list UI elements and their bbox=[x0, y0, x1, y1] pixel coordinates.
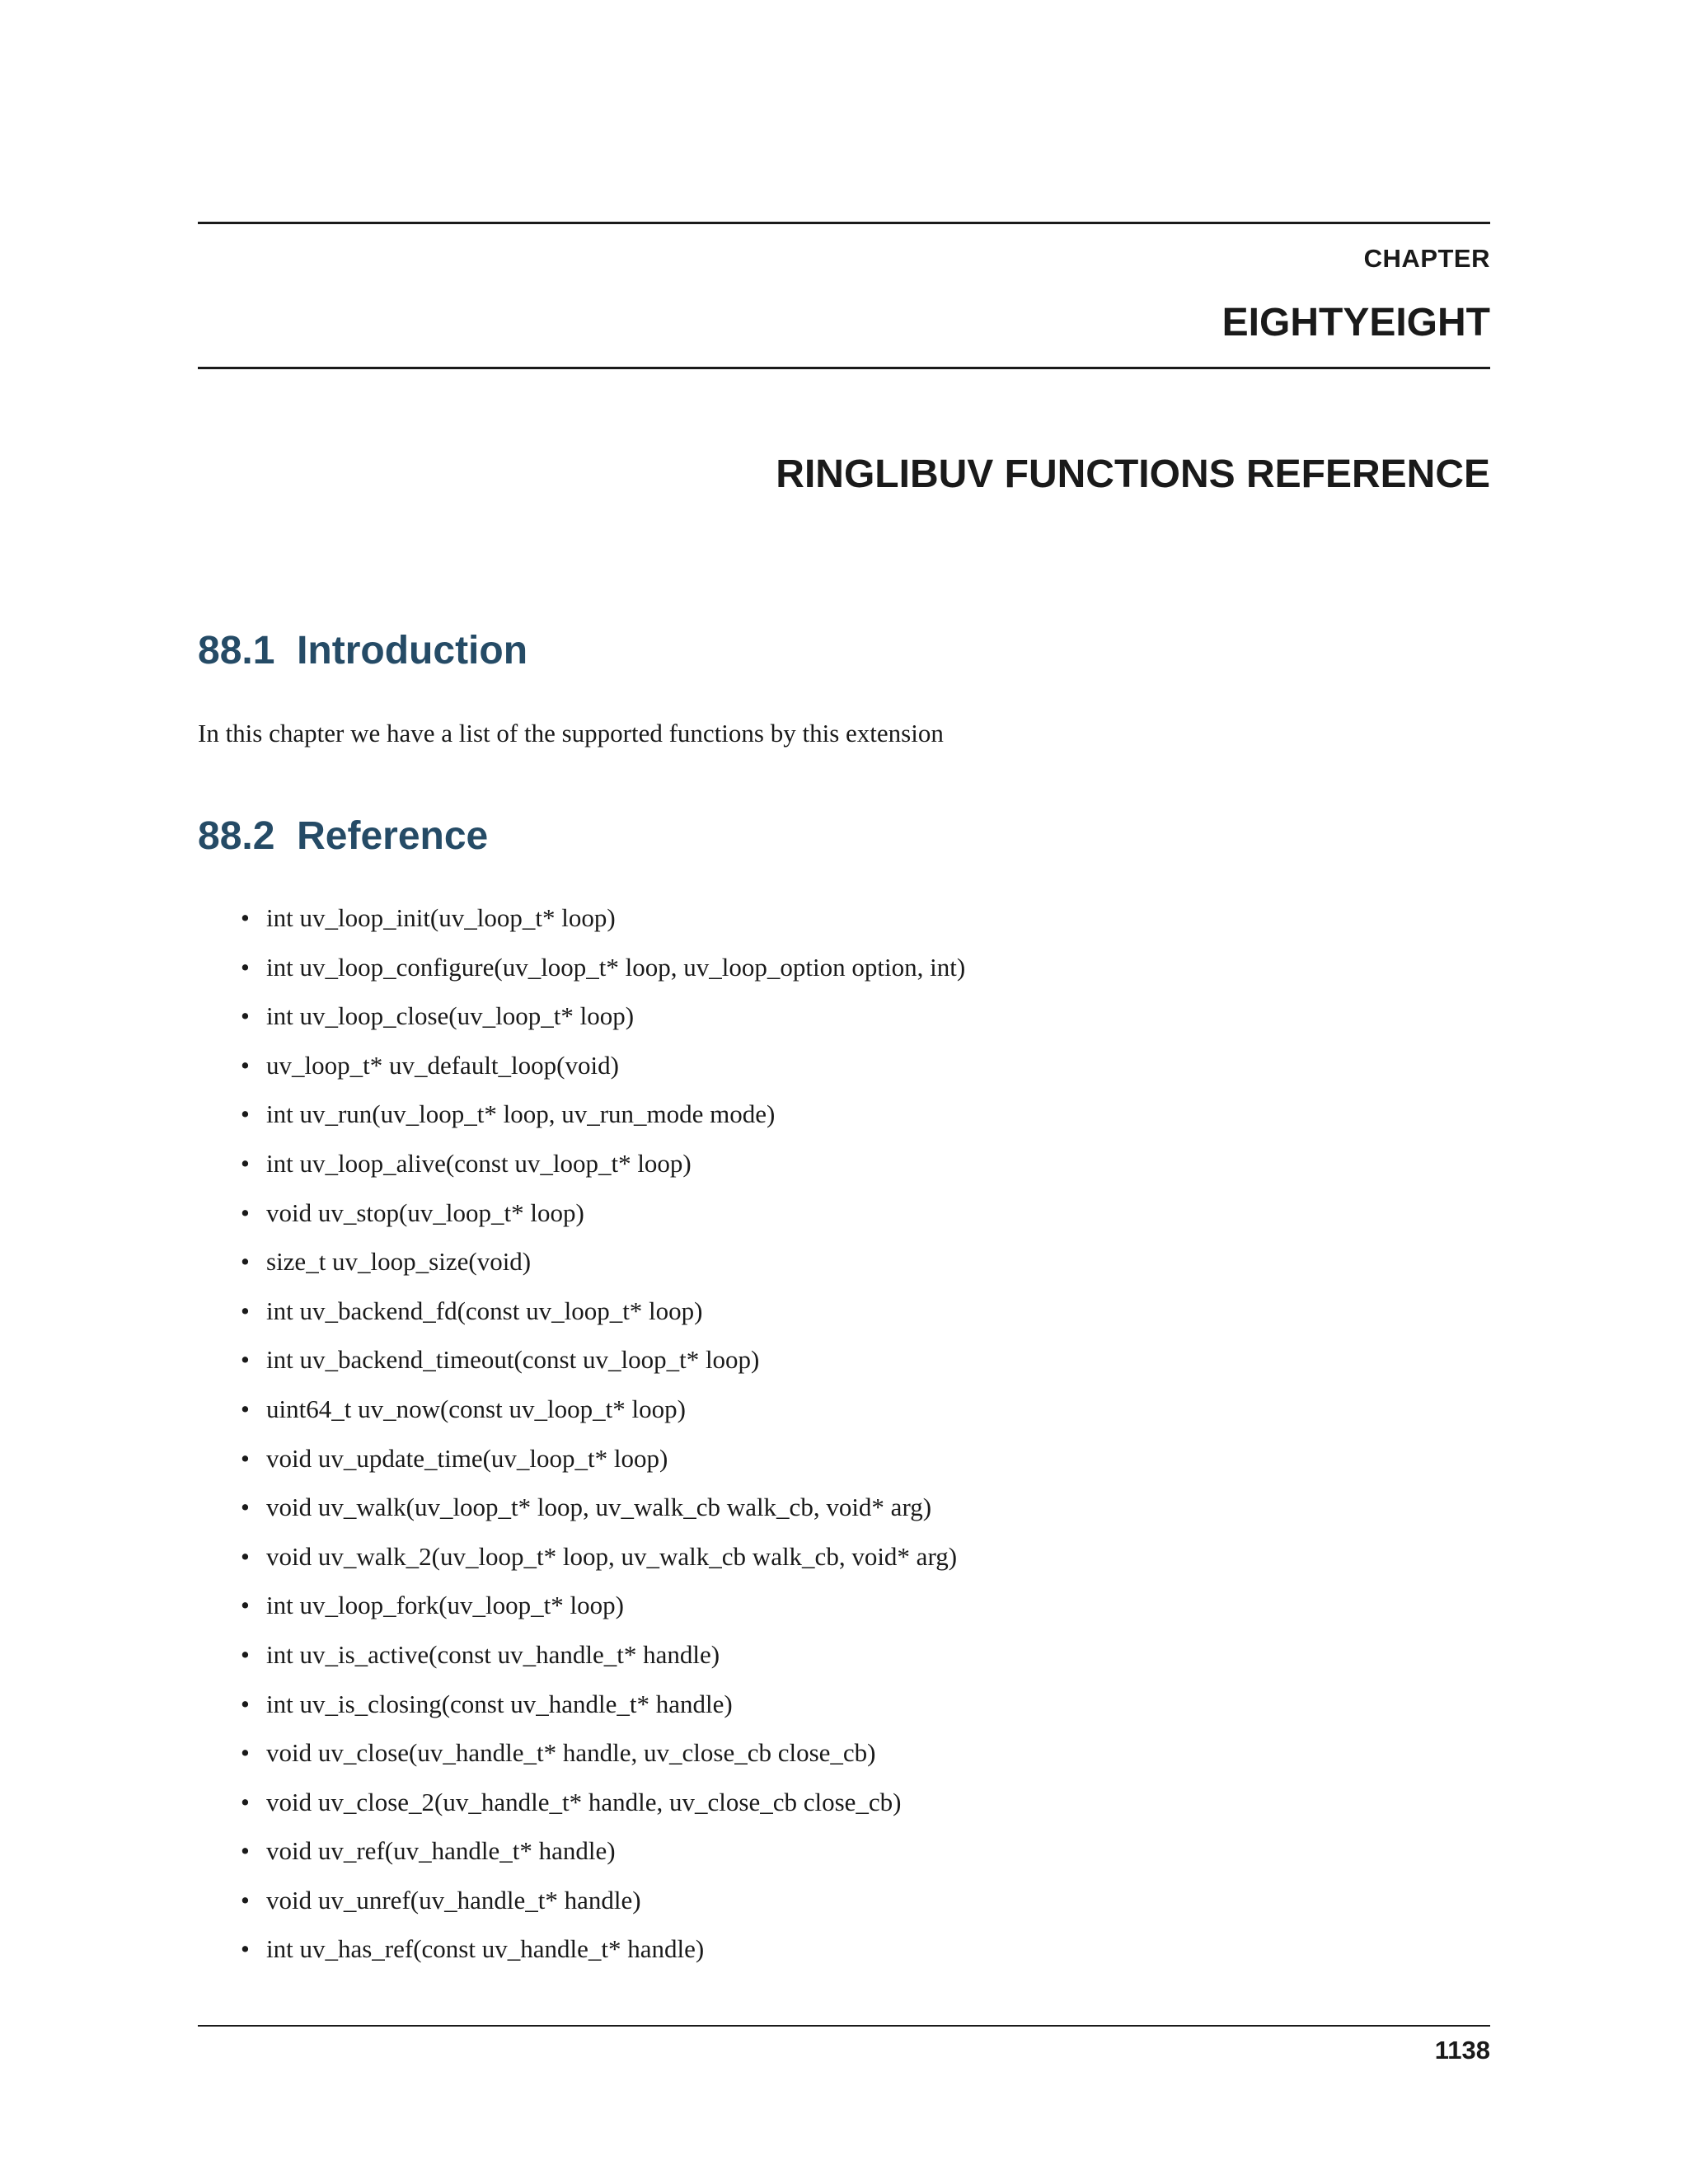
bullet-icon: • bbox=[241, 903, 250, 932]
bullet-icon: • bbox=[241, 1443, 250, 1473]
bullet-icon: • bbox=[241, 1493, 250, 1522]
function-signature: int uv_loop_fork(uv_loop_t* loop) bbox=[266, 1591, 624, 1620]
list-item bbox=[198, 1886, 965, 1935]
bullet-icon: • bbox=[241, 1639, 250, 1669]
bullet-icon: • bbox=[241, 1738, 250, 1768]
bullet-icon: • bbox=[241, 1148, 250, 1178]
function-signature: uv_loop_t* uv_default_loop(void) bbox=[266, 1050, 619, 1080]
list-item bbox=[198, 1051, 965, 1100]
list-item bbox=[198, 1099, 965, 1149]
list-item bbox=[198, 1640, 965, 1690]
footer-rule bbox=[198, 2025, 1490, 2027]
list-item bbox=[198, 1394, 965, 1444]
function-signature: void uv_close_2(uv_handle_t* handle, uv_close_cb close_cb) bbox=[266, 1787, 902, 1816]
bullet-icon: • bbox=[241, 1885, 250, 1915]
function-signature: int uv_is_closing(const uv_handle_t* handle) bbox=[266, 1689, 733, 1718]
bullet-icon: • bbox=[241, 1197, 250, 1227]
bullet-icon: • bbox=[241, 1787, 250, 1816]
list-item bbox=[198, 1788, 965, 1837]
list-item bbox=[198, 903, 965, 953]
function-signature: void uv_close(uv_handle_t* handle, uv_close_cb close_cb) bbox=[266, 1738, 876, 1768]
function-signature: int uv_loop_close(uv_loop_t* loop) bbox=[266, 1001, 635, 1031]
list-item bbox=[198, 953, 965, 1002]
bullet-icon: • bbox=[241, 1345, 250, 1375]
bullet-icon: • bbox=[241, 1050, 250, 1080]
list-item bbox=[198, 1296, 965, 1346]
bullet-icon: • bbox=[241, 1394, 250, 1423]
function-signature: int uv_backend_timeout(const uv_loop_t* loop) bbox=[266, 1345, 760, 1375]
list-item bbox=[198, 1444, 965, 1493]
function-signature: void uv_walk(uv_loop_t* loop, uv_walk_cb walk_cb, void* arg) bbox=[266, 1493, 932, 1522]
function-signature: void uv_unref(uv_handle_t* handle) bbox=[266, 1885, 641, 1915]
list-item bbox=[198, 1001, 965, 1051]
bullet-icon: • bbox=[241, 1001, 250, 1031]
function-signature: int uv_loop_init(uv_loop_t* loop) bbox=[266, 903, 616, 932]
bullet-icon: • bbox=[241, 1836, 250, 1866]
page-number: 1138 bbox=[1434, 2036, 1490, 2064]
list-item bbox=[198, 1690, 965, 1739]
function-signature: void uv_update_time(uv_loop_t* loop) bbox=[266, 1443, 668, 1473]
bullet-icon: • bbox=[241, 1541, 250, 1571]
function-signature: uint64_t uv_now(const uv_loop_t* loop) bbox=[266, 1394, 686, 1423]
function-signature: int uv_loop_alive(const uv_loop_t* loop) bbox=[266, 1148, 692, 1178]
function-signature: int uv_backend_fd(const uv_loop_t* loop) bbox=[266, 1296, 703, 1325]
chapter-rule-bottom bbox=[198, 367, 1490, 369]
bullet-icon: • bbox=[241, 1099, 250, 1129]
function-signature: int uv_loop_configure(uv_loop_t* loop, uv_loop_option option, int) bbox=[266, 952, 966, 982]
bullet-icon: • bbox=[241, 1689, 250, 1718]
function-signature: void uv_ref(uv_handle_t* handle) bbox=[266, 1836, 616, 1866]
function-signature: int uv_has_ref(const uv_handle_t* handle) bbox=[266, 1934, 705, 1964]
list-item bbox=[198, 1738, 965, 1788]
function-signature: int uv_run(uv_loop_t* loop, uv_run_mode mode) bbox=[266, 1099, 776, 1129]
list-item bbox=[198, 1149, 965, 1198]
function-signature: size_t uv_loop_size(void) bbox=[266, 1247, 532, 1277]
bullet-icon: • bbox=[241, 1296, 250, 1325]
chapter-number: EIGHTYEIGHT bbox=[1221, 301, 1490, 344]
chapter-title: RINGLIBUV FUNCTIONS REFERENCE bbox=[776, 452, 1490, 496]
bullet-icon: • bbox=[241, 1591, 250, 1620]
list-item bbox=[198, 1591, 965, 1640]
section-heading-reference: 88.2 Reference bbox=[198, 814, 489, 858]
list-item bbox=[198, 1247, 965, 1296]
function-list bbox=[198, 903, 965, 1984]
bullet-icon: • bbox=[241, 1247, 250, 1277]
list-item bbox=[198, 1493, 965, 1542]
list-item bbox=[198, 1345, 965, 1394]
chapter-rule-top bbox=[198, 222, 1490, 224]
function-signature: void uv_walk_2(uv_loop_t* loop, uv_walk_cb walk_cb, void* arg) bbox=[266, 1541, 958, 1571]
function-signature: int uv_is_active(const uv_handle_t* handle) bbox=[266, 1639, 720, 1669]
bullet-icon: • bbox=[241, 952, 250, 982]
bullet-icon: • bbox=[241, 1934, 250, 1964]
section-heading-introduction: 88.1 Introduction bbox=[198, 629, 528, 673]
list-item bbox=[198, 1198, 965, 1248]
list-item bbox=[198, 1934, 965, 1984]
chapter-label: CHAPTER bbox=[1363, 244, 1490, 273]
introduction-paragraph: In this chapter we have a list of the supported functions by this extension bbox=[198, 719, 944, 748]
function-signature: void uv_stop(uv_loop_t* loop) bbox=[266, 1197, 584, 1227]
list-item bbox=[198, 1542, 965, 1591]
list-item bbox=[198, 1836, 965, 1886]
